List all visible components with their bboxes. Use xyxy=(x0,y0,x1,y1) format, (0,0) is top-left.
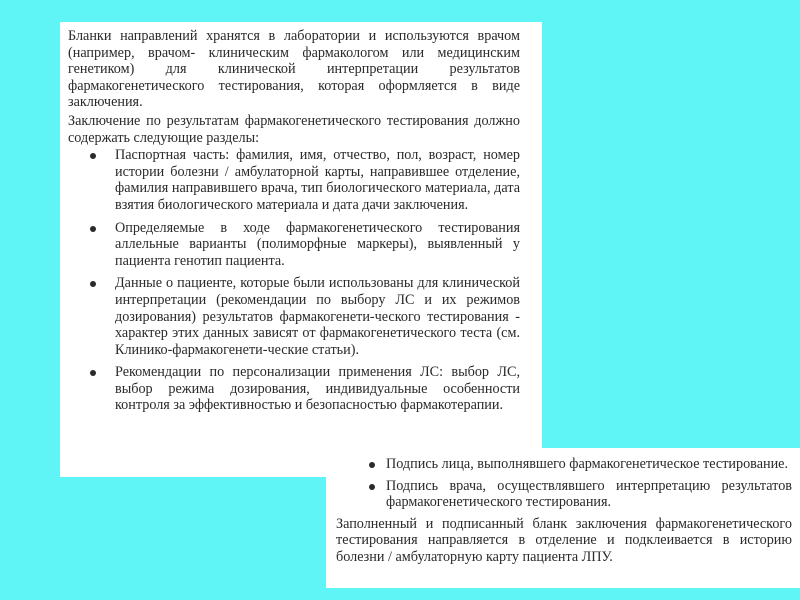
bullet-icon xyxy=(90,370,96,376)
bullet-icon xyxy=(90,226,96,232)
sections-list xyxy=(68,147,520,414)
intro-paragraph: Бланки направлений хранятся в лаборатории и используются врачом (например, врачом- клиническим фармакологом или медицинским генетиком) для клинической интерпретации результатов фармакогенетического тестирования, которая оформляется в виде заключения. xyxy=(68,28,520,111)
list-item xyxy=(336,478,792,511)
bullet-icon xyxy=(90,281,96,287)
document-page-top xyxy=(60,22,542,477)
list-item-text: Подпись врача, осуществлявшего интерпретацию результатов фармакогенетического тестирования. xyxy=(386,477,792,511)
closing-paragraph: Заполненный и подписанный бланк заключения фармакогенетического тестирования направляется в отделение и подклеивается в историю болезни / амбулаторную карту пациента ЛПУ. xyxy=(336,515,792,565)
list-item xyxy=(68,220,520,270)
list-item-text: Подпись лица, выполнявшего фармакогенетическое тестирование. xyxy=(386,456,789,472)
list-item-text: Паспортная часть: фамилия, имя, отчество, пол, возраст, номер истории болезни / амбулаторной карты, направившее отделение, фамилия направившего врача, тип биологического материала, дата взятия биологического материала и дата дачи заключения. xyxy=(115,147,520,213)
sections-intro-paragraph: Заключение по результатам фармакогенетического тестирования должно содержать следующие разделы: xyxy=(68,112,520,146)
bullet-icon xyxy=(90,153,96,159)
document-page-bottom xyxy=(326,448,800,588)
list-item-text: Данные о пациенте, которые были использованы для клинической интерпретации (рекомендации по выбору ЛС и их режимов дозирования) результатов фармакогенети-ческого тестирования - характер этих данных зависят от фармакогенетического теста (см. Клинико-фармакогенети-ческие статьи). xyxy=(115,275,520,358)
bullet-icon xyxy=(369,462,375,468)
signatures-list xyxy=(336,456,792,511)
list-item xyxy=(68,364,520,414)
list-item xyxy=(336,456,792,473)
list-item-text: Определяемые в ходе фармакогенетического тестирования аллельные варианты (полиморфные маркеры), выявленный у пациента генотип пациента. xyxy=(115,219,520,269)
list-item-text: Рекомендации по персонализации применения ЛС: выбор ЛС, выбор режима дозирования, индивидуальные особенности контроля за эффективностью и безопасностью фармакотерапии. xyxy=(115,364,520,414)
list-item xyxy=(68,275,520,358)
list-item xyxy=(68,147,520,213)
bullet-icon xyxy=(369,484,375,490)
